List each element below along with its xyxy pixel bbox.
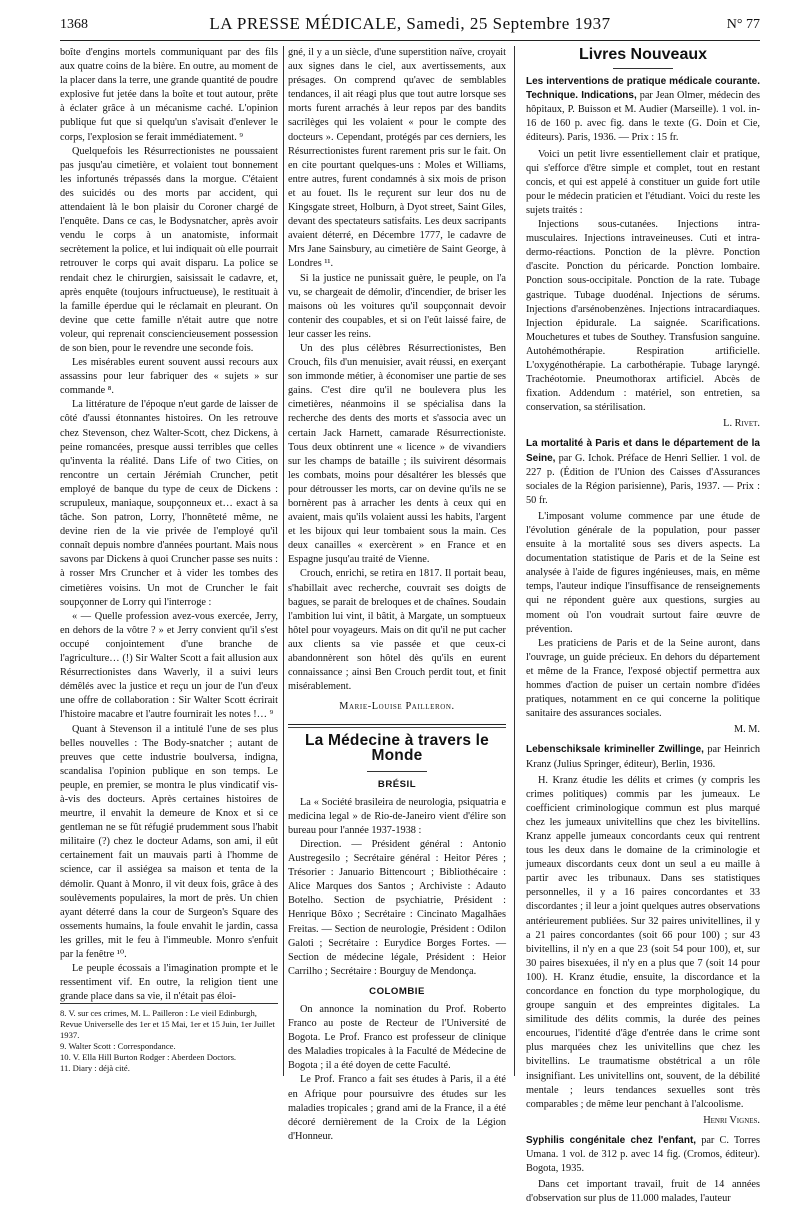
book-review	[526, 743, 760, 1128]
book-review	[526, 75, 760, 431]
book-title: Lebenschiksale krimineller Zwillinge,	[526, 744, 704, 756]
paragraph: Voici un petit livre essentiellement clair et pratique, qui s'efforce d'être simple et complet, tout en restant concis, et qui est appelé à constituer un guide fort utile pour le médecin praticien et l'étudiant. Voici du reste les sujets traités :	[526, 148, 760, 216]
country-heading-brazil: BRÉSIL	[377, 778, 417, 790]
journal-title: LA PRESSE MÉDICALE, Samedi, 25 Septembre 1937	[209, 14, 611, 33]
paragraph: Le Prof. Franco a fait ses études à Paris, il a été en Afrique pour poursuivre des études sur les maladies tropicales ; grand ami de la France, il a été décoré dernièrement de la Croix de la Légion d'Honneur.	[288, 1074, 506, 1142]
review-signature: L. Rivet.	[723, 418, 760, 430]
paragraph: boîte d'engins mortels communiquant par des fils aux quatre coins de la bière. En outre, au moment de la placer dans la terre, une grande quantité de poudre explosive fut jetée dans la boîte et tout autour, prête à éclater grâce à un mécanisme caché. L'opinion publique fut que si quelqu'un s'avisait d'enlever le corps, l'explosion se ferait immédiatement. ⁹	[60, 47, 278, 143]
review-signature: Henri Vignes.	[703, 1114, 760, 1126]
paragraph: « — Quelle profession avez-vous exercée, Jerry, en dehors de la vôtre ? » et Jerry convient qu'il s'est occupé conjointement d'une branche de l'agriculture… (!) Sir Walter Scott a fait allusion aux Résurrectionistes dans Waverly, il a suivi leurs démêlés avec la justice et reçu un jour de l'un d'eux une offre de collaboration : Sir Walter Scott écrirait l'histoire macabre et l'autre fournirait les notes !… ⁹	[60, 610, 278, 721]
book-title: Syphilis congénitale chez l'enfant,	[526, 1134, 697, 1146]
book-details: par Heinrich Kranz (Julius Springer, éditeur), Berlin, 1936.	[526, 744, 760, 770]
paragraph: Les misérables eurent souvent aussi recours aux assassins pour leur fabriquer des « sujets » sur commande ⁸.	[60, 357, 278, 397]
paragraph: Quelquefois les Résurrectionistes ne poussaient pas jusqu'au cimetière, et volaient tout bonnement les infortunés trépassés dans la morgue. C'étaient des suicidés ou des morts par accident, qui attendaient là le bon plaisir du Coroner chargé de l'enquête. Dans ce cas, le Bodysnatcher, après avoir vendu le corps à un anatomiste, informait secrètement la police, et lui indiquait où elle pourrait retrouver le corps qui avait disparu. La police se rendait chez le chirurgien, saisissait le cadavre, et, après enquête (toujours infructueuse), le restituait à la famille éperdue qui le réclamait en pleurant. On devine que cette famille n'était autre que notre voleur, qui reprenait consciencieusement possession de son bien, pour le revendre une seconde fois.	[60, 145, 278, 354]
paragraph: Les praticiens de Paris et de la Seine auront, dans l'ouvrage, un guide précieux. En dehors du département et même de la France, l'exposé objectif permettra aux hommes d'action de puiser un certain nombre d'idées pratiques, notamment en ce qui concerne la politique sanitaire des assurances sociales.	[526, 637, 760, 720]
paragraph: Le peuple écossais a l'imagination prompte et le ressentiment vif. En outre, la religion tient une grande place dans sa vie, il n'était pas éloi-	[60, 963, 278, 1003]
footnote: 10. V. Ella Hill Burton Rodger : Aberdeen Doctors.	[60, 1052, 237, 1062]
divider	[613, 68, 673, 69]
paragraph: Crouch, enrichi, se retira en 1817. Il portait beau, s'habillait avec recherche, couvrait ses doigts de bagues, se parait de breloques et de chaînes. Soudain l'ambition lui vint, il bâtit, à Margate, un somptueux hôtel pour voyageurs. Mais on dit qu'il ne put cacher aux clients sa vie passée et que ceux-ci abandonnèrent son hôtel dès qu'ils en eurent connaissance ; ainsi Ben Crouch perdit tout, et finit misérablement.	[288, 568, 506, 693]
column-divider	[283, 46, 284, 1076]
country-heading-colombia: COLOMBIE	[369, 985, 425, 997]
footnotes	[60, 1003, 278, 1074]
book-title: Les interventions de pratique médicale courante. Technique. Indications,	[526, 76, 760, 102]
paragraph: Un des plus célèbres Résurrectionistes, Ben Crouch, fils d'un menuisier, avait réussi, en exerçant son immonde métier, à économiser une partie de ses gains. C'est dire qu'il ne boulevera plus les cimetières, néanmoins il se spécialisa dans la recherche des dents des morts et s'associa avec un certain Jack Harnett, camarade Résurrectioniste. Tous deux obtinrent une « licence » de vivandiers sur les champs de bataille ; ils suivirent désormais les combats, moins pour désaltérer les blessés que pour détrousser les morts, car on devine qu'ils ne se bornèrent pas à arracher les dents à ceux qui en avaient, mais qu'ils volaient aussi les habits, l'argent et les bijoux qui leur tombaient sous la main. Ces deux canailles « exercèrent » en France et en Espagne jusqu'au traité de Vienne.	[288, 342, 506, 566]
divider	[367, 771, 427, 772]
column-left	[60, 46, 278, 1004]
column-right	[526, 46, 760, 1206]
book-details: par C. Torres Umana. 1 vol. de 312 p. avec 14 fig. (Cromos, éditeur). Bogota, 1935.	[526, 1134, 760, 1175]
column-divider	[514, 46, 515, 1076]
book-title: La mortalité à Paris et dans le département de la Seine,	[526, 438, 760, 464]
page-header	[60, 14, 760, 41]
section-rule-thin	[288, 727, 506, 728]
paragraph: La littérature de l'époque n'eut garde de laisser de côté d'aussi étonnantes histoires. On les retrouve chez Stevenson, chez Walter-Scott, chez Dickens, à peine romancées, presque aussi terribles que celles qu'inventa la réalité. Dans Life of two Cities, on rencontre un certain Jérémiah Cruncher, petit employé de banque du type de ceux de Dickens : scrupuleux, maniaque, soupçonneux et… exact à sa tâche. Son patron, Lorry, l'honnêteté même, ne devine rien de la vie privée de l'employé qu'il connaît depuis nombre d'années pourtant. Mais nous savons par Dickens à quoi Cruncher passe ses nuits : à rosser Mrs Cruncher et à vider les tombes des cimetières voisins. Un mot de Cruncher le fait soupçonner de Lorry qui l'interroge :	[60, 399, 278, 608]
footnote: 9. Walter Scott : Correspondance.	[60, 1041, 176, 1051]
book-details: par Jean Olmer, médecin des hôpitaux, P. Buisson et M. Audier (Marseille). 1 vol. in-16 de 160 p. avec fig. dans le texte (G. Doin et Cie, éditeurs). Paris, 1936. — Prix : 15 fr.	[526, 90, 761, 144]
paragraph: Injections sous-cutanées. Injections intra-musculaires. Injections intraveineuses. Cuti et intra-dermo-réactions. Ponction de la plèvre. Ponction d'ascite. Ponction du péricarde. Ponction lombaire. Ponction sous-occipitale. Ponction de la rate. Tubage gastrique. Tubage duodénal. Injections de sérums. Injections d'arsénobenzènes. Injections intracardiaques. Injection épidurale. La saignée. Scarifications. Mouchetures et tubes de Southey. Transfusion sanguine. Autohémothérapie. Respiration artificielle. L'oxygénothérapie. La carbothérapie. Tubage laryngé. Trachéotomie. Pneumothorax artificiel. Abcès de fixation. Addendum : matériel, son entretien, sa conservation, sa stérilisation.	[526, 219, 760, 414]
page-number: 1368	[60, 17, 88, 32]
paragraph: La « Société brasileira de neurologia, psiquatria e medicina legal » de Rio-de-Janeiro vient d'élire son bureau pour l'année 1937-1938 :	[288, 796, 506, 836]
section-title-medecine: La Médecine à travers le Monde	[304, 732, 489, 764]
book-review	[526, 437, 760, 737]
paragraph: H. Kranz étudie les délits et crimes (y compris les crimes politiques) commis par les jumeaux. Le coefficient criminologique commun est plus marqué chez les jumeaux univitellins que chez les bivitellins. Kranz appelle jumeaux concordants ceux qui rentrent tous les deux dans le domaine de la criminologie et jumeaux discordants ceux dont un seul a eu maille à partir avec les tribunaux. Dans ses statistiques personnelles, il y a 16 paires concordantes et 33 discordantes ; il leur a joint quelques autres observations antérieurement publiées. Sur 32 paires univitellines, il y a 21 paires concordantes (soit 66 pour 100) ; sur 43 bivitellins, il n'y en a que 23 (soit 54 pour 100), et, sur 30 paires bisexuées, il n'y en a plus que 7 (soit 14 pour 100). H. Kranz étudie, ensuite, la discordance et la concordance en fonction du type morphologique, du groupe sanguin et des empreintes digitales. La similitude des délits commis, la durée des peines encourues, l'identité d'âge d'entrée dans le crime sont plus marquées chez les univitellins que chez les bivitellins. Le traumatisme obstétrical a un rôle insignifiant. Les univitellins ont, souvent, de la débilité mentale ; leurs tendances sexuelles sont très comparables ; de même leur penchant à l'alcoolisme.	[526, 774, 760, 1110]
book-review	[526, 1134, 760, 1206]
section-title-livres: Livres Nouveaux	[578, 46, 708, 63]
article-signature: Marie-Louise Pailleron.	[339, 701, 455, 713]
issue-number: N° 77	[726, 17, 760, 32]
book-details: par G. Ichok. Préface de Henri Sellier. 1 vol. de 227 p. (Édition de l'Union des Caisses d'Assurances sociales de la Région parisienne), Paris, 1937. — Prix : 50 fr.	[526, 452, 760, 506]
footnote: 11. Diary : déjà cité.	[60, 1063, 130, 1073]
paragraph: L'imposant volume commence par une étude de l'évolution générale de la population, pour passer ensuite à la mortalité sous ses divers aspects. La documentation statistique de Paris et de la Seine est analysée à l'aide de figures ingénieuses, mais, en même temps, l'auteur indique l'insuffisance de renseignements qui ne répondent guère aux questions, surgies au moment où l'on voudrait surtout faire œuvre de prévention.	[526, 510, 760, 635]
paragraph: Dans cet important travail, fruit de 14 années d'observation sur plus de 11.000 malades, l'auteur	[526, 1179, 760, 1205]
section-rule	[288, 724, 506, 725]
paragraph: Si la justice ne punissait guère, le peuple, on l'a vu, se chargeait de démolir, d'incendier, de briser les maisons où les voitures qu'il soupçonnait devoir contenir des coupables, et si on l'eût laissé faire, de leur casser les reins.	[288, 272, 506, 340]
paragraph: Direction. — Président général : Antonio Austregesilo ; Secrétaire général : Heitor Péres ; Trésorier : Januario Bittencourt ; Bibliothécaire : Alice Marques dos Santos ; Archiviste : Adauto Botelho. Section de psychiatrie, Président : Henrique Bôxo ; Secrétaire : Cincinato Magalhães Freitas. — Section de neurologie, Président : Odilon Galoti ; Secrétaire : Eurydice Borges Fortes. — Section de médecine légale, Président : Heior Carrilho ; Secrétaire : Bourguy de Mendonça.	[288, 838, 506, 977]
paragraph: Quant à Stevenson il a intitulé l'une de ses plus belles nouvelles : The Body-snatcher ; autant de preuves que cette industrie boulversa, indigna, scandalisa l'opinion publique en son temps. Le peuple, en premier, se montra le plus vindicatif vis-à-vis des docteurs. Après certaines histoires de meurtre, il envahit la demeure de Knox et si ce gentleman ne se fût réfugié prudemment sous l'habit militaire (?) chez le docteur Adams, son ami, il eût certainement fait un mauvais parti à l'homme de science, car il assiégea sa maison et tenta de la démolir. Quant à Monro, il vit deux fois, grâce à des soulèvements populaires, la mort de près. Un chien ayant déterré dans la cour de Surgeon's Square des ossements humains, la foule envahit le jardin, cassa les grilles, mit le feu à l'immeuble. Monro s'enfuit par la fenêtre ¹⁰.	[60, 723, 278, 960]
review-signature: M. M.	[733, 724, 760, 736]
footnote: 8. V. sur ces crimes, M. L. Pailleron : Le vieil Edinburgh, Revue Universelle des 1er et 15 Mai, 1er et 15 Juin, 1er Juillet 1937.	[60, 1008, 275, 1040]
paragraph: On annonce la nomination du Prof. Roberto Franco au poste de Recteur de l'Université de Bogota. Le Prof. Franco est professeur de clinique des Maladies tropicales à la Faculté de Médecine de Bogota ; il a été doyen de cette Faculté.	[288, 1004, 506, 1072]
column-middle	[288, 46, 506, 1144]
paragraph: gné, il y a un siècle, d'une superstition naïve, croyait aux signes dans le ciel, aux avertissements, aux présages. On comprend qu'avec de semblables tendances, il ait réagi plus que tout autre lorsque ses morts furent arrachés à leur repos par des bandits sacrilèges qui les volaient « pour le compte des docteurs ». Cependant, protégés par ces derniers, les Résurrectionistes furent rarement pris sur le fait. On en cite pourtant quelques-uns : Moles et Williams, entre autres, furent condamnés à six mois de prison et au fouet. Ils le reçurent sur leur dos nu de Kingsgate street, Holburn, à Dyot street, Saint Giles, devant des spectateurs satisfaits. Les deux sacripants avaient déterré, en Décembre 1777, le cadavre de Mrs Jane Sainsbury, au cimetière de Saint George, à Londres ¹¹.	[288, 47, 506, 270]
